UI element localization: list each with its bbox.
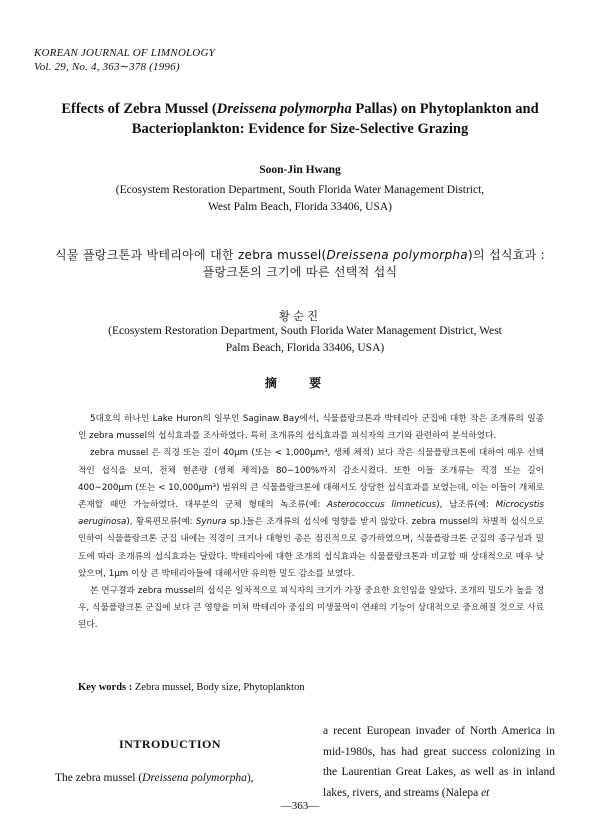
korean-title-line2: 플랑크톤의 크기에 따른 선택적 섭식 — [202, 265, 398, 279]
keywords-text: Zebra mussel, Body size, Phytoplankton — [134, 682, 305, 693]
korean-author: 황순진 — [278, 309, 322, 323]
author-name: Soon-Jin Hwang — [259, 164, 341, 176]
journal-header — [34, 46, 215, 74]
korean-title — [40, 247, 560, 281]
korean-title-species: Dreissena polymorpha — [326, 248, 468, 262]
journal-name: KOREAN JOURNAL OF LIMNOLOGY — [34, 47, 215, 59]
korean-affiliation — [70, 323, 540, 357]
paper-title — [40, 99, 560, 139]
affiliation-line2: West Palm Beach, Florida 33406, USA) — [207, 201, 392, 213]
abstract-paragraph-1: 5대호의 하나인 Lake Huron의 일부인 Saginaw Bay에서, 식물플랑크톤과 박테리아 군집에 대한 작은 조개류의 일종인 zebra mussel의 섭식효과를 조사하였다. 특히 조개류의 섭식효과를 피식자의 크기와 관련하여 분석하였다. — [78, 414, 544, 442]
korean-title-part2: )의 섭식효과 : — [467, 248, 545, 262]
affiliation — [90, 182, 510, 216]
abstract-heading: 摘 要 — [264, 376, 336, 390]
title-species: Dreissena polymorpha — [216, 101, 352, 117]
korean-title-part1: 식물 플랑크톤과 박테리아에 대한 zebra mussel( — [55, 248, 327, 262]
intro-left-column: The zebra mussel (Dreissena polymorpha), — [55, 772, 254, 784]
intro-right-column: a recent European invader of North America in mid-1980s, has had great success colonizing in the Laurentian Great Lakes, as well as in inland lakes, rivers, and streams (Nalepa et — [323, 725, 555, 799]
keywords-label: Key words : — [78, 682, 133, 693]
page-number: —363— — [280, 800, 320, 812]
korean-affiliation-line1: (Ecosystem Restoration Department, South Florida Water Management District, West — [108, 325, 502, 337]
keywords — [78, 682, 305, 693]
abstract-paragraph-3: 본 연구결과 zebra mussel의 섭식은 일차적으로 피식자의 크기가 가장 중요한 요인임을 알았다. 조개의 밀도가 높을 경우, 식물플랑크톤 군집에 보다 큰 영향을 미쳐 박테리아 중심의 미생물먹이 연쇄의 기능이 상대적으로 중요해질 것으로 사료된다. — [78, 586, 544, 631]
journal-citation: Vol. 29, No. 4, 363∼378 (1996) — [34, 61, 180, 73]
abstract-paragraph-2: zebra mussel 은 직경 또는 길이 40μm (또는 < 1,000μm³, 생체 체적) 보다 작은 식물플랑크톤에 대하여 매우 선택적인 섭식을 보여, 전체 현존량 (생체 체적)을 80∼100%까지 감소시켰다. 또한 이들 조개류는 직경 또는 길이 400∼200μm (또는 < 10,000μm³) 범위의 큰 식물플랑크톤에 대해서도 상당한 섭식효과를 보였는데, 이는 이들이 개체로 존재할 때만 가능하였다. 대부분의 군체 형태의 녹조류(예: Asterococcus limneticus), 남조류(예: Microcystis aeruginosa), 황록편모류(예: Synura sp.)들은 조개류의 섭식에 영향을 받지 않았다. zebra mussel의 차별적 섭식으로 인하여 식물플랑크톤 군집 내에는 직경이 크거나 대형인 종은 점진적으로 증가하였으며, 식물플랑크톤 군집의 종구성과 밀도에 따라 조개류의 섭식효과는 달랐다. 박테리아에 대한 조개의 섭식효과는 식물플랑크톤과 비교할 때 상대적으로 매우 낮았으며, 1μm 이상 큰 박테리아들에 대해서만 유의한 밀도 감소를 보였다. — [78, 448, 545, 579]
title-part2: Pallas) on Phytoplankton and Bacterioplankton: Evidence for Size-Selective Grazing — [131, 101, 539, 137]
introduction-heading: INTRODUCTION — [118, 737, 221, 751]
title-part1: Effects of Zebra Mussel ( — [61, 101, 217, 117]
korean-affiliation-line2: Palm Beach, Florida 33406, USA) — [225, 342, 385, 354]
abstract-body — [78, 411, 544, 635]
affiliation-line1: (Ecosystem Restoration Department, South Florida Water Management District, — [115, 184, 485, 196]
